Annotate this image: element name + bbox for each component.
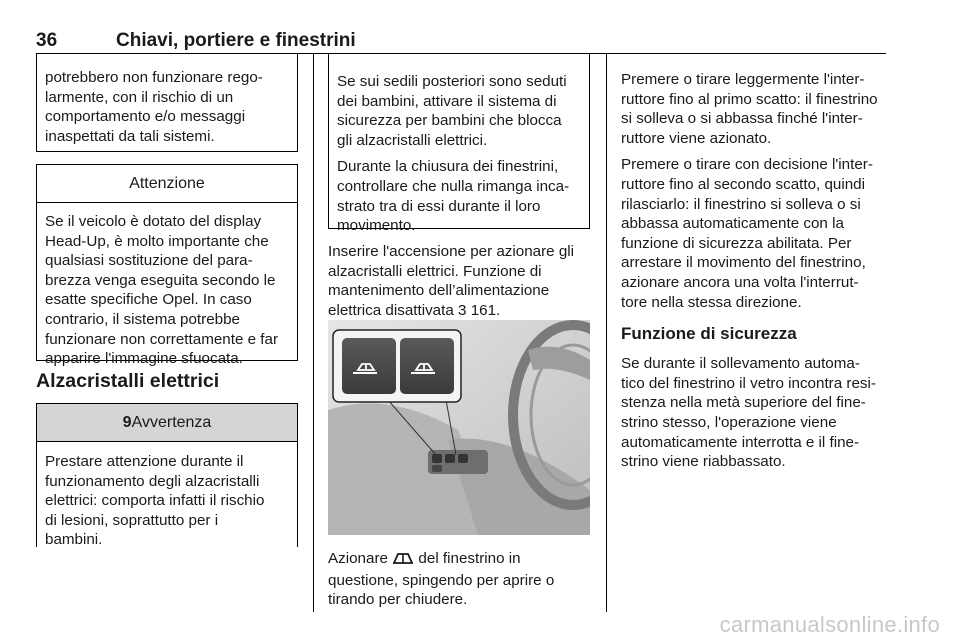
text-line: rilasciarlo: il finestrino si solleva o si <box>621 195 861 213</box>
text-line: automaticamente interrotta e il fine- <box>621 433 860 451</box>
text-line: alzacristalli elettrici. Funzione di <box>328 262 542 280</box>
operation-caption <box>328 549 592 610</box>
attention-text <box>37 203 297 369</box>
warning-title: Avvertenza <box>131 414 212 431</box>
text-line: strino viene riabbassato. <box>621 453 786 471</box>
text-line: sicurezza per bambini che blocca <box>337 112 562 130</box>
text-line: tico del finestrino il vetro incontra resi- <box>621 374 876 392</box>
text-line: ruttore viene azionato. <box>621 129 772 147</box>
watermark: carmanualsonline.info <box>719 612 940 637</box>
paragraph <box>621 70 889 148</box>
paragraph <box>621 354 889 472</box>
text-line: Head-Up, è molto importante che <box>45 232 269 250</box>
text-line: questione, spingendo per aprire o <box>328 571 555 589</box>
text-line: mantenimento dell’alimentazione <box>328 282 550 300</box>
text-line: funzionare non correttamente e far <box>45 330 279 348</box>
attention-box <box>36 164 298 368</box>
text-line: Inserire l'accensione per azionare gli <box>328 243 575 260</box>
text-line: Premere o tirare leggermente l'inter- <box>621 71 865 88</box>
warning-icon: 9 <box>122 414 132 431</box>
notice-paragraph <box>337 157 581 235</box>
page-number: 36 <box>36 30 58 51</box>
text-line: comportamento e/o messaggi <box>45 108 246 126</box>
text-line: larmente, con il rischio di un <box>45 88 234 106</box>
text-line: funzionamento degli alzacristalli <box>45 472 260 490</box>
subsection-heading: Funzione di sicurezza <box>621 324 797 344</box>
notice-paragraph <box>337 72 581 150</box>
column-divider <box>313 54 314 612</box>
text-line: strino stesso, l'operazione viene <box>621 413 837 431</box>
text-fragment: del finestrino in <box>418 550 521 567</box>
text-line: apparire l'immagine sfuocata. <box>45 350 243 368</box>
text-line: ruttore fino al secondo scatto, quindi <box>621 175 865 193</box>
window-switch-icon <box>392 551 414 571</box>
text-line: qualsiasi sostituzione del para- <box>45 252 253 270</box>
text-line: di lesioni, soprattutto per i <box>45 511 219 529</box>
text-line: Premere o tirare con decisione l'inter- <box>621 156 873 174</box>
text-fragment: Azionare <box>328 550 388 567</box>
text-line: brezza venga eseguita secondo le <box>45 271 276 289</box>
text-line: abbassa automaticamente con la <box>621 215 844 233</box>
text-line: tore nella stessa direzione. <box>621 293 802 311</box>
text-line: ruttore fino al primo scatto: il finestrino <box>621 90 878 108</box>
page-reference-link[interactable]: 161. <box>470 301 501 319</box>
text-line: contrario, il sistema potrebbe <box>45 310 240 328</box>
page-title: Chiavi, portiere e finestrini <box>116 30 356 51</box>
text-line: movimento. <box>337 217 416 235</box>
continued-notice-box <box>36 54 298 152</box>
text-line: Se durante il sollevamento automa- <box>621 355 860 373</box>
column-divider <box>606 54 607 612</box>
ignition-paragraph <box>328 242 592 320</box>
text-line: Prestare attenzione durante il <box>45 453 244 470</box>
text-line: Se il veicolo è dotato del display <box>45 213 262 230</box>
attention-title: Attenzione <box>37 165 297 203</box>
text-line: azionare ancora una volta l'interrut- <box>621 273 859 291</box>
section-heading: Alzacristalli elettrici <box>36 370 220 392</box>
window-switch-illustration <box>328 320 590 535</box>
text-line: inaspettati da tali sistemi. <box>45 127 215 145</box>
child-safety-notice-box <box>328 54 590 235</box>
column-three <box>621 70 889 472</box>
door-panel-drawing <box>328 320 590 535</box>
text-line: controllare che nulla rimanga inca- <box>337 177 570 195</box>
page-header <box>36 30 886 54</box>
paragraph <box>621 155 889 312</box>
text-line: tirando per chiudere. <box>328 591 468 609</box>
text-line: Se sui sedili posteriori sono seduti <box>337 73 567 90</box>
text-line <box>328 301 592 321</box>
warning-box <box>36 403 298 547</box>
text-line: strato tra di essi durante il loro <box>337 197 541 215</box>
text-line: Durante la chiusura dei finestrini, <box>337 158 559 176</box>
text-line: si solleva o si abbassa finché l'inter- <box>621 110 863 128</box>
text-line: gli alzacristalli elettrici. <box>337 131 488 149</box>
text-line: elettrici: comporta infatti il rischio <box>45 492 265 510</box>
text-line: potrebbero non funzionare rego- <box>45 69 263 86</box>
page-reference-icon: 3 <box>458 301 467 319</box>
text-line: stenza nella metà superiore del fine- <box>621 394 866 412</box>
text-line: arrestare il movimento del finestrino, <box>621 254 866 272</box>
continued-notice-text <box>45 68 289 146</box>
text-line <box>328 549 592 571</box>
text-line: esatte specifiche Opel. In caso <box>45 291 252 309</box>
text-line: funzione di sicurezza abilitata. Per <box>621 234 852 252</box>
text-line: dei bambini, attivare il sistema di <box>337 92 557 110</box>
text-line: bambini. <box>45 531 103 549</box>
warning-text <box>37 442 297 550</box>
text-fragment: elettrica disattivata <box>328 301 454 319</box>
warning-header <box>37 404 297 442</box>
